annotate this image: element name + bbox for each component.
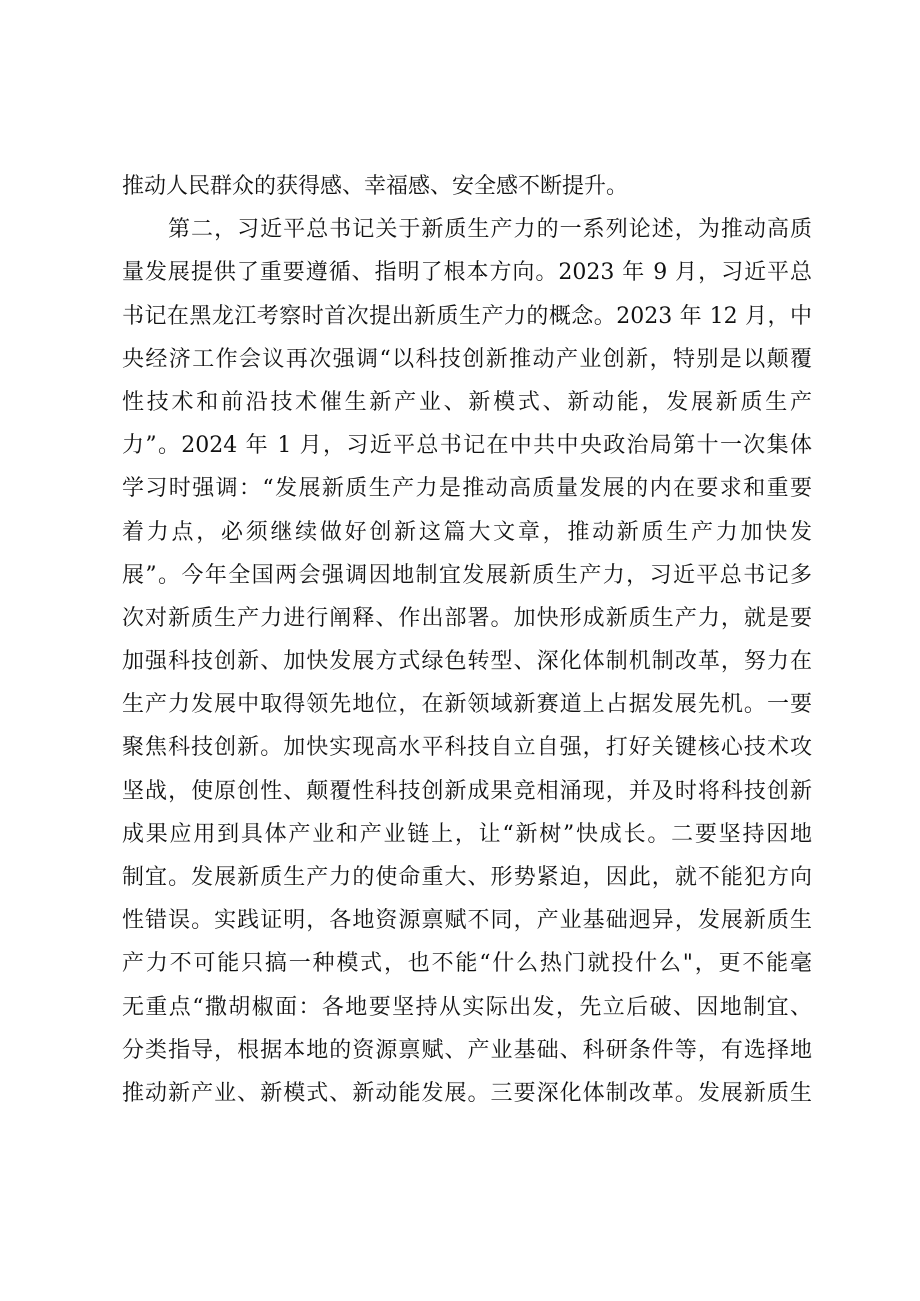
text-line: 聚焦科技创新。加快实现高水平科技自立自强，打好关键核心技术攻 [122,735,812,761]
text-line: 展”。今年全国两会强调因地制宜发展新质生产力，习近平总书记多 [122,562,812,588]
text-line: 书记在黑龙江考察时首次提出新质生产力的概念。2023 年 12 月，中 [122,303,812,329]
text-line: 分类指导，根据本地的资源禀赋、产业基础、科研条件等，有选择地 [122,1037,812,1063]
text-line: 性错误。实践证明，各地资源禀赋不同，产业基础迥异，发展新质生 [122,908,812,934]
text-line: 推动人民群众的获得感、幸福感、安全感不断提升。 [122,174,629,199]
text-line: 推动新产业、新模式、新动能发展。三要深化体制改革。发展新质生 [122,1080,812,1106]
text-line: 生产力发展中取得领先地位，在新领域新赛道上占据发展先机。一要 [122,692,812,718]
text-line: 无重点“撒胡椒面：各地要坚持从实际出发，先立后破、因地制宜、 [122,994,812,1020]
text-line: 次对新质生产力进行阐释、作出部署。加快形成新质生产力，就是要 [122,605,812,631]
text-line: 量发展提供了重要遵循、指明了根本方向。2023 年 9 月，习近平总 [122,260,812,286]
text-line: 坚战，使原创性、颠覆性科技创新成果竞相涌现，并及时将科技创新 [122,778,812,804]
text-line: 制宜。发展新质生产力的使命重大、形势紧迫，因此，就不能犯方向 [122,865,812,890]
text-line: 性技术和前沿技术催生新产业、新模式、新动能，发展新质生产 [122,389,812,415]
text-line: 产力不可能只搞一种模式，也不能“什么热门就投什么"，更不能毫 [122,951,812,977]
body-text [122,165,812,1115]
text-line: 学习时强调：“发展新质生产力是推动高质量发展的内在要求和重要 [122,476,812,502]
text-line: 加强科技创新、加快发展方式绿色转型、深化体制机制改革，努力在 [122,649,812,675]
text-line: 力”。2024 年 1 月，习近平总书记在中共中央政治局第十一次集体 [122,433,812,459]
text-line: 成果应用到具体产业和产业链上，让“新树”快成长。二要坚持因地 [122,821,812,847]
text-line: 央经济工作会议再次强调“以科技创新推动产业创新，特别是以颠覆 [122,346,812,372]
text-line: 着力点，必须继续做好创新这篇大文章，推动新质生产力加快发 [122,519,812,545]
paragraph-first-line: 第二，习近平总书记关于新质生产力的一系列论述，为推动高质 [168,217,812,243]
